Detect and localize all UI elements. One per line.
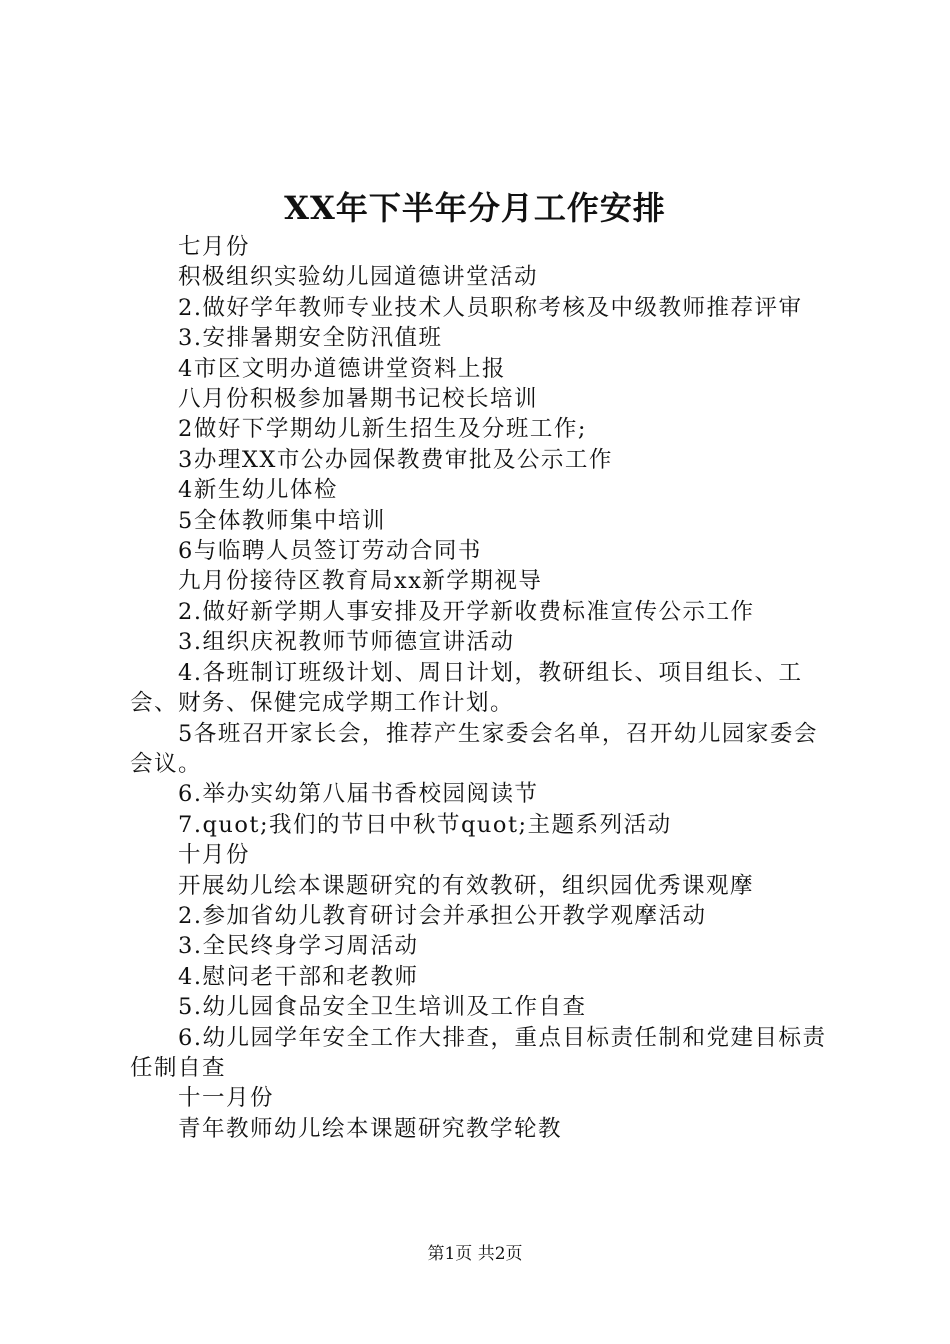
text-line: 4新生幼儿体检	[178, 477, 338, 504]
text-line: 十月份	[178, 842, 251, 869]
text-line: 6.举办实幼第八届书香校园阅读节	[178, 781, 539, 808]
text-line: 5各班召开家长会，推荐产生家委会名单，召开幼儿园家委会会议。	[130, 720, 818, 777]
text-line: 十一月份	[178, 1085, 275, 1112]
text-line: 6与临聘人员签订劳动合同书	[178, 538, 482, 565]
text-line: 2做好下学期幼儿新生招生及分班工作;	[178, 416, 587, 443]
text-line: 6.幼儿园学年安全工作大排查，重点目标责任制和党建目标责任制自查	[130, 1024, 827, 1081]
text-line: 2.做好新学期人事安排及开学新收费标准宣传公示工作	[178, 598, 755, 625]
text-line: 4市区文明办道德讲堂资料上报	[178, 355, 506, 382]
text-line: 开展幼儿绘本课题研究的有效教研，组织园优秀课观摩	[178, 872, 755, 899]
text-line: 3.安排暑期安全防汛值班	[178, 325, 443, 352]
text-line: 七月份	[178, 234, 251, 260]
text-line: 2.做好学年教师专业技术人员职称考核及中级教师推荐评审	[178, 294, 803, 321]
text-line: 3.全民终身学习周活动	[178, 933, 419, 960]
text-line: 青年教师幼儿绘本课题研究教学轮教	[178, 1115, 563, 1142]
text-line: 7.quot;我们的节日中秋节quot;主题系列活动	[178, 811, 672, 838]
text-line: 4.慰问老干部和老教师	[178, 963, 419, 990]
text-line: 3办理XX市公办园保教费审批及公示工作	[178, 446, 613, 473]
text-line: 积极组织实验幼儿园道德讲堂活动	[178, 264, 539, 291]
text-line: 九月份接待区教育局xx新学期视导	[178, 568, 543, 595]
text-line: 5.幼儿园食品安全卫生培训及工作自查	[178, 994, 587, 1021]
text-line: 4.各班制订班级计划、周日计划，教研组长、项目组长、工会、财务、保健完成学期工作计划。	[130, 659, 803, 717]
page-title: XX年下半年分月工作安排	[284, 189, 666, 227]
text-line: 2.参加省幼儿教育研讨会并承担公开教学观摩活动	[178, 902, 707, 929]
text-line: 八月份积极参加暑期书记校长培训	[178, 386, 539, 413]
page-footer: 第1页 共2页	[427, 1244, 523, 1264]
text-line: 5全体教师集中培训	[178, 507, 386, 534]
document-body	[130, 232, 830, 1144]
text-line: 3.组织庆祝教师节师德宣讲活动	[178, 629, 515, 656]
